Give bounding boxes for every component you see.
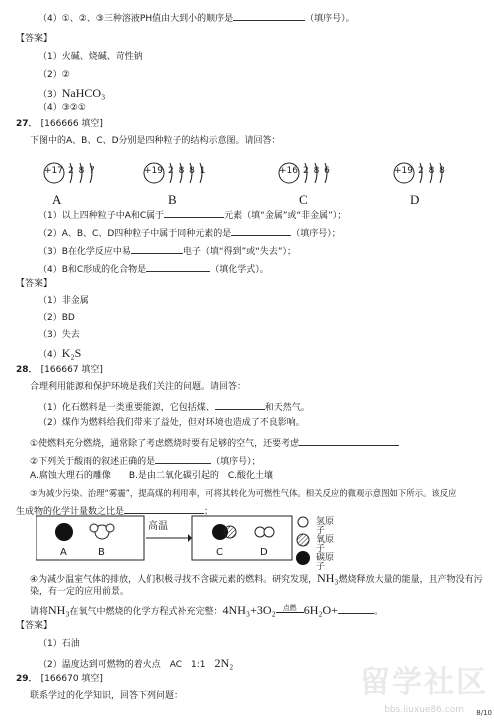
blank — [233, 12, 305, 21]
question-line: （2）煤作为燃料给我们带来了益处，但对环境也造成了不良影响。 — [38, 418, 305, 428]
question-intro: 合理利用能源和保护环境是我们关注的问题。请回答： — [30, 382, 247, 392]
molecule-label: D — [260, 547, 268, 558]
shell-label: 2 8 7 — [68, 166, 96, 176]
answer-line: （4）K₂S — [38, 346, 82, 360]
answer-line: （3）失去 — [38, 330, 80, 340]
nucleus-label: +17 — [44, 166, 63, 176]
question-line: （4）B和C形成的化合物是 （填化学式）。 — [38, 265, 269, 275]
blank — [164, 209, 224, 218]
question-number: 29． [166670 填空] — [16, 674, 103, 684]
nucleus-label: +16 — [279, 166, 298, 176]
atom-letter: C — [299, 192, 308, 207]
question-intro: 联系学过的化学知识，回答下列问题： — [30, 691, 184, 701]
atom-diagrams — [40, 155, 470, 215]
atom-diagram-d — [390, 155, 480, 213]
question-line: ②下列关于酸雨的叙述正确的是 （填序号）； — [30, 457, 261, 467]
shell-label: 2 8 8 1 — [168, 166, 207, 176]
legend-carbon: 碳原子 — [316, 553, 335, 572]
blank — [155, 455, 211, 464]
question-line: ①使燃料充分燃烧，通常除了考虑燃烧时要有足够的空气，还要考虑 — [30, 437, 399, 449]
blank — [231, 227, 291, 236]
molecule-label: B — [98, 547, 105, 558]
question-line: ④为减少温室气体的排放，人们积极寻找不含碳元素的燃料。研究发现，NH₃燃烧释放大量的能量，且产物没有污 — [30, 571, 483, 585]
question-line: （2）A、B、C、D四种粒子中属于同种元素的是 （填序号）； — [38, 229, 341, 239]
blank — [146, 263, 210, 272]
equation-line: 请将NH₃在氧气中燃烧的化学方程式补充完整：4NH₃+3O₂ 点燃 6H₂O+ 。 — [30, 603, 383, 617]
answer-line: （1）石油 — [38, 639, 80, 649]
answer-label: 【答案】 — [16, 34, 53, 44]
answer-label: 【答案】 — [16, 279, 53, 289]
reaction-svg — [36, 508, 336, 568]
nucleus-label: +19 — [394, 166, 413, 176]
shell-label: 2 8 6 — [303, 166, 331, 176]
legend-hydrogen: 氢原子 — [316, 517, 335, 536]
blank — [299, 437, 399, 446]
legend-oxygen: 氧原子 — [316, 535, 335, 554]
molecule-label: A — [60, 547, 67, 558]
nucleus-label: +19 — [144, 166, 163, 176]
answer-line: （1）非金属 — [38, 296, 89, 306]
atom-letter: D — [410, 192, 420, 207]
blank — [338, 605, 374, 614]
question-line: 生成物的化学计量数之比是 ； — [16, 507, 214, 517]
blank — [215, 401, 265, 410]
question-number: 28． [166667 填空] — [16, 365, 103, 375]
watermark-url: bbs.liuxue86.com — [384, 705, 464, 715]
question-line: ③为减少污染、治理“雾霾”，提高煤的利用率，可将其转化为可燃性气体。相关反应的微观示意图如下所示。该反应 — [30, 488, 457, 498]
watermark — [318, 665, 488, 718]
molecule-label: C — [216, 547, 223, 558]
blank — [131, 245, 183, 254]
shell-label: 2 8 8 — [418, 166, 446, 176]
atom-letter: A — [52, 192, 62, 207]
atom-letter: B — [168, 192, 177, 207]
question-line: A.腐蚀大理石的雕像 B.是由二氧化碳引起的 C.酸化土壤 — [30, 471, 274, 481]
answer-line: （2）BD — [38, 313, 75, 323]
atom-diagram-c — [275, 155, 365, 213]
question-line: （1）化石燃料是一类重要能源，它包括煤、 和天然气。 — [38, 403, 310, 413]
atom-diagram-b — [140, 155, 230, 213]
answer-label: 【答案】 — [16, 621, 53, 631]
reaction-diagram — [36, 508, 336, 572]
answer-line: （1）火碱、烧碱、苛性钠 — [38, 52, 143, 62]
question-number: 27． [166666 填空] — [16, 119, 103, 129]
watermark-logo: 留学社区 — [360, 665, 488, 700]
reaction-condition: 高温 — [148, 521, 168, 532]
atom-diagram-a — [40, 155, 130, 213]
question-line: （1）以上四种粒子中A和C属于 元素（填“金属”或“非金属”）； — [38, 211, 347, 221]
question-line: 染，有一定的应用前景。 — [30, 587, 130, 597]
q26-item4: （4）①、②、③三种溶液PH值由大到小的顺序是 （填序号）。 — [38, 14, 355, 24]
answer-line: （4）③②① — [38, 103, 86, 113]
question-intro: 下图中的A、B、C、D分别是四种粒子的结构示意图。请回答： — [30, 136, 281, 146]
answer-line: （3）NaHCO₃ — [38, 86, 106, 100]
page-number: 8/10 — [476, 709, 492, 717]
question-line: （3）B在化学反应中易 电子（填“得到”或“失去”）； — [38, 247, 297, 257]
equation-condition: 点燃 — [276, 605, 304, 613]
answer-line: （2）温度达到可燃物的着火点 AC 1:1 2N₂ — [38, 656, 234, 670]
answer-line: （2）② — [38, 70, 70, 80]
